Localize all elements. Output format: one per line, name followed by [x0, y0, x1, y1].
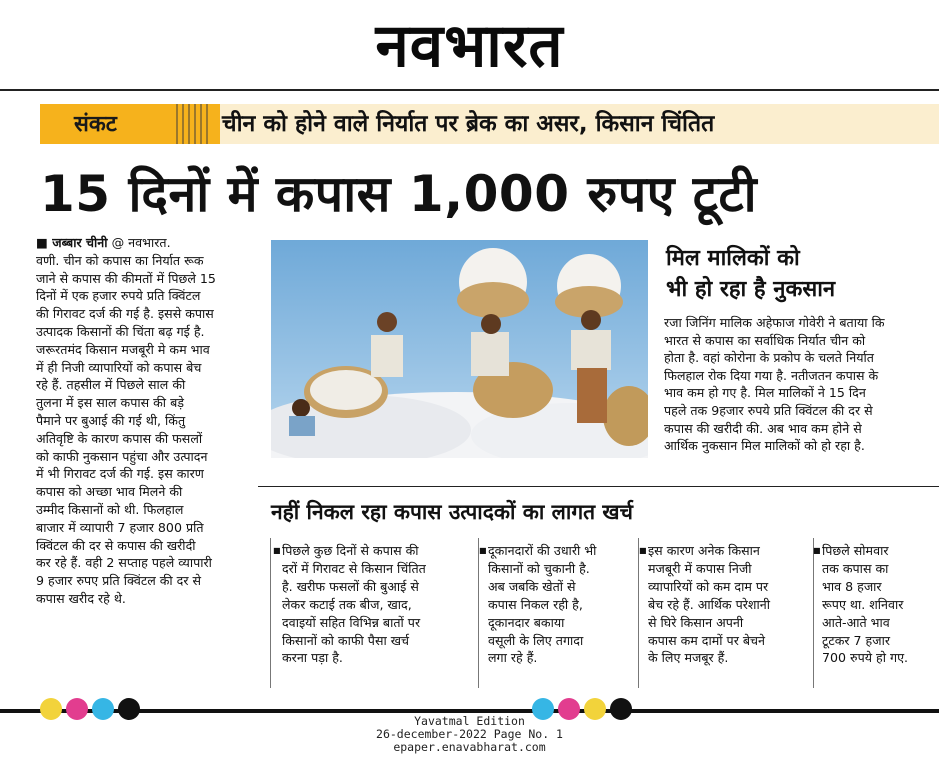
- text-line: किसानों को काफी पैसा खर्च: [282, 632, 410, 648]
- kicker-stripes: [176, 104, 208, 144]
- text-line: रहे हैं. तहसील में पिछले साल की: [36, 377, 186, 393]
- bottom-column-1: [273, 542, 474, 667]
- text-line: बाजार में व्यापारी 7 हजार 800 प्रति: [36, 519, 204, 535]
- text-line: लेकर कटाई तक बीज, खाद,: [282, 596, 412, 612]
- footer-date-page: 26-december-2022 Page No. 1: [376, 727, 563, 741]
- column-divider: [638, 538, 639, 688]
- text-line: बेच रहे हैं. आर्थिक परेशानी: [648, 596, 770, 612]
- side-story-heading: [666, 243, 835, 305]
- column-divider: [478, 538, 479, 688]
- bottom-column-3: [639, 542, 810, 667]
- text-line: में ही निजी व्यापारियों को कपास बेच: [36, 359, 202, 375]
- text-line: कपास को अच्छा भाव मिलने की: [36, 484, 183, 500]
- text-line: आर्थिक नुकसान मिल मालिकों को हो रहा है.: [664, 438, 865, 454]
- text-line: रूपए था. शनिवार: [822, 596, 904, 612]
- text-line: तक कपास का: [822, 560, 889, 576]
- text-line: टूटकर 7 हजार: [822, 632, 890, 648]
- text-line: अब जबकि खेतों से: [488, 578, 576, 594]
- text-line: कपास की खरीदी की. अब भाव कम होने से: [664, 420, 862, 436]
- footer-edition: Yavatmal Edition: [414, 714, 525, 728]
- text-line: क्विंटल की दर से कपास की खरीदी: [36, 537, 196, 553]
- text-line: में भी गिरावट दर्ज की गई. इस कारण: [36, 466, 204, 482]
- text-line: आते-आते भाव: [822, 614, 890, 630]
- kicker-tag: संकट: [40, 104, 220, 144]
- kicker-text: चीन को होने वाले निर्यात पर ब्रेक का असर, किसान चिंतित: [222, 111, 715, 137]
- text-line: 700 रुपये हो गए.: [822, 650, 909, 666]
- text-line: अतिवृष्टि के कारण कपास की फसलों: [36, 430, 203, 446]
- masthead: नवभारत: [375, 11, 564, 81]
- text-line: पहले तक 9हजार रुपये प्रति क्विंटल की दर से: [664, 402, 873, 418]
- text-line: पैमाने पर बुआई की गई थी, किंतु: [36, 412, 186, 428]
- text-line: पिछले कुछ दिनों से कपास की: [282, 543, 419, 558]
- text-line: की गिरावट दर्ज की गई है. इससे कपास: [36, 306, 214, 322]
- text-line: भाव 8 हजार: [822, 578, 882, 594]
- byline: ■ जब्बार चीनी @ नवभारत.: [36, 235, 171, 250]
- text-line: उत्पादक किसानों की चिंता बढ़ गई है.: [36, 323, 205, 339]
- side-heading-line: मिल मालिकों को: [666, 246, 800, 271]
- footer: [0, 715, 939, 754]
- text-line: होता है. वहां कोरोना के प्रकोप के चलते निर्यात: [664, 350, 874, 366]
- text-line: व्यापारियों को कम दाम पर: [648, 578, 769, 594]
- bottom-column-2: [479, 542, 636, 667]
- text-line: 9 हजार रुपए प्रति क्विंटल की दर से: [36, 573, 202, 589]
- bullet-icon: ■: [639, 546, 647, 555]
- text-line: रजा जिनिंग मालिक अहेफाज गोवेरी ने बताया कि: [664, 315, 885, 330]
- text-line: है. खरीफ फसलों की बुआई से: [282, 578, 419, 594]
- footer-bar: [0, 709, 939, 713]
- text-line: वसूली के लिए तगादा: [488, 632, 584, 648]
- text-line: लगा रहे हैं.: [488, 650, 538, 666]
- text-line: भारत से कपास का सर्वाधिक निर्यात चीन को: [664, 332, 866, 348]
- text-line: इस कारण अनेक किसान: [648, 543, 760, 558]
- text-line: कपास खरीद रहे थे.: [36, 590, 126, 606]
- text-line: को काफी नुकसान पहुंचा और उत्पादन: [36, 448, 208, 464]
- bullet-icon: ■: [479, 546, 487, 555]
- text-line: दिनों में एक हजार रुपये प्रति क्विंटल: [36, 288, 201, 304]
- bullet-icon: ■: [813, 546, 821, 555]
- text-line: के लिए मजबूर हैं.: [648, 650, 729, 666]
- text-line: फिलहाल रोक दिया गया है. नतीजतन कपास के: [664, 367, 879, 383]
- text-line: किसानों को चुकानी है.: [488, 560, 590, 576]
- cotton-workers-photo: [271, 240, 648, 458]
- column-divider: [813, 538, 814, 688]
- side-heading-line: भी हो रहा है नुकसान: [666, 277, 836, 302]
- text-line: कपास कम दामों पर बेचने: [648, 632, 766, 648]
- text-line: उम्मीद किसानों को थी. फिलहाल: [36, 501, 184, 517]
- bottom-column-4: [813, 542, 938, 667]
- text-line: जरूरतमंद किसान मजबूरी मे कम भाव: [36, 341, 210, 357]
- headline: 15 दिनों में कपास 1,000 रुपए टूटी: [40, 165, 758, 223]
- bullet-icon: ■: [273, 546, 281, 555]
- text-line: दवाइयों सहित विभिन्न बातों पर: [282, 614, 421, 630]
- text-line: पिछले सोमवार: [822, 543, 889, 558]
- text-line: करना पड़ा है.: [282, 650, 343, 666]
- text-line: दूकानदार बकाया: [488, 614, 565, 630]
- text-line: कपास निकल रही है,: [488, 596, 583, 612]
- side-story-body: [664, 314, 938, 455]
- text-line: से घिरे किसान अपनी: [648, 614, 744, 630]
- left-column-story: [36, 234, 260, 608]
- text-line: दूकानदारों की उधारी भी: [488, 543, 597, 558]
- left-column-text: [36, 252, 260, 608]
- column-divider: [270, 538, 271, 688]
- section-rule: [258, 486, 939, 487]
- text-line: तुलना में इस साल कपास की बड़े: [36, 395, 184, 411]
- text-line: भाव कम हो गए है. मिल मालिकों ने 15 दिन: [664, 385, 866, 401]
- text-line: दरों में गिरावट से किसान चिंतित: [282, 560, 426, 576]
- text-line: मजबूरी में कपास निजी: [648, 560, 752, 576]
- text-line: कर रहे हैं. वही 2 सप्ताह पहले व्यापारी: [36, 555, 212, 571]
- masthead-rule: [0, 89, 939, 91]
- footer-site: epaper.enavabharat.com: [393, 740, 546, 754]
- text-line: वणी. चीन को कपास का निर्यात रूक: [36, 252, 204, 268]
- text-line: जाने से कपास की कीमतों में पिछले 15: [36, 270, 216, 286]
- sub-heading: नहीं निकल रहा कपास उत्पादकों का लागत खर्च: [271, 500, 633, 524]
